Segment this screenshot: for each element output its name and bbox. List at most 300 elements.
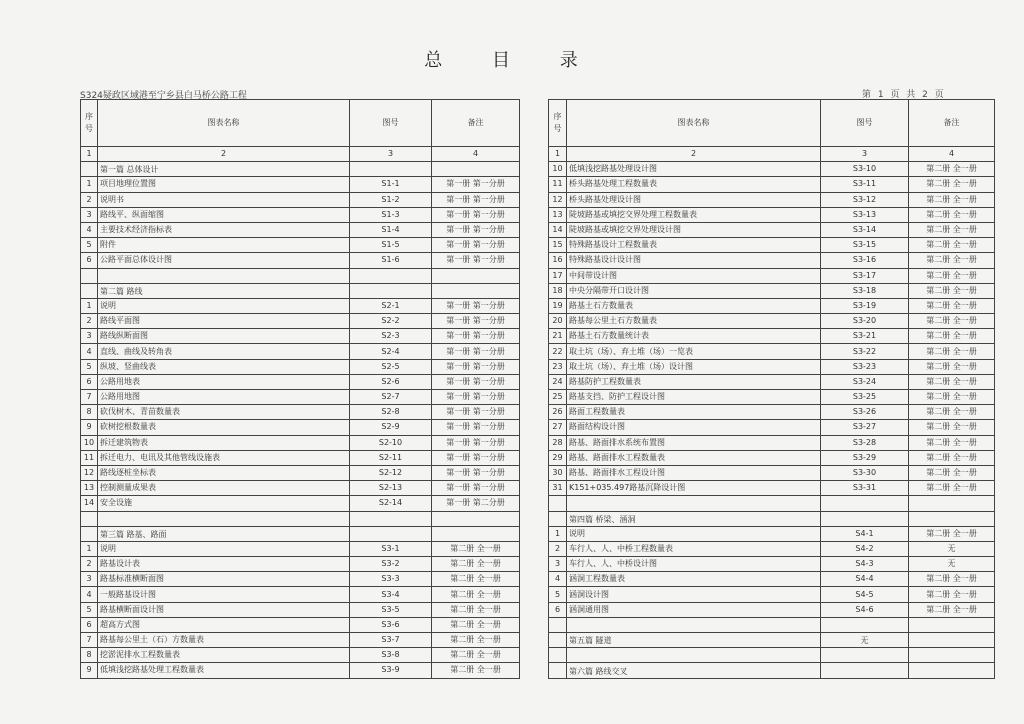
- row-name: 低填浅挖路基处理工程数量表: [98, 663, 350, 678]
- right-index-table: [548, 99, 995, 679]
- row-name: [567, 617, 821, 632]
- row-number: 1: [81, 541, 98, 556]
- row-note: 第二册 全一册: [909, 162, 995, 177]
- row-number: 26: [549, 405, 567, 420]
- row-number: 27: [549, 420, 567, 435]
- row-code: S3-25: [821, 390, 909, 405]
- row-note: 第一册 第一分册: [432, 390, 520, 405]
- row-number: [81, 268, 98, 283]
- row-note: 第二册 全一册: [432, 602, 520, 617]
- row-code: [350, 526, 432, 541]
- row-code: S3-30: [821, 465, 909, 480]
- row-number: 8: [81, 648, 98, 663]
- row-number: [549, 648, 567, 663]
- row-name: 低填浅挖路基处理设计图: [567, 162, 821, 177]
- row-number: 23: [549, 359, 567, 374]
- header-code: 图号: [350, 100, 432, 147]
- row-note: [909, 496, 995, 511]
- table-row: [549, 602, 995, 617]
- row-name: 涵洞工程数量表: [567, 572, 821, 587]
- row-code: S3-11: [821, 177, 909, 192]
- table-row: [81, 541, 520, 556]
- table-row: [81, 465, 520, 480]
- row-name: 附件: [98, 238, 350, 253]
- row-note: 第一册 第一分册: [432, 177, 520, 192]
- row-code: S2-11: [350, 450, 432, 465]
- row-note: 第二册 全一册: [909, 222, 995, 237]
- row-number: 25: [549, 390, 567, 405]
- row-code: S2-6: [350, 374, 432, 389]
- row-code: [821, 617, 909, 632]
- row-code: S2-3: [350, 329, 432, 344]
- row-name: 路线逐桩坐标表: [98, 465, 350, 480]
- row-note: 第二册 全一册: [909, 450, 995, 465]
- table-row: [81, 253, 520, 268]
- blank-row: [81, 268, 520, 283]
- row-code: S1-1: [350, 177, 432, 192]
- row-number: 5: [81, 359, 98, 374]
- row-code: S2-2: [350, 314, 432, 329]
- table-row: [81, 177, 520, 192]
- row-name: 涵洞设计图: [567, 587, 821, 602]
- table-row: [81, 207, 520, 222]
- row-name: 取土坑（场）、弃土堆（场）一览表: [567, 344, 821, 359]
- row-number: 6: [81, 374, 98, 389]
- row-name: 路基设计表: [98, 557, 350, 572]
- row-code: S4-1: [821, 526, 909, 541]
- row-note: 第二册 全一册: [909, 359, 995, 374]
- row-note: 第二册 全一册: [909, 481, 995, 496]
- table-row: [81, 192, 520, 207]
- row-number: 5: [549, 587, 567, 602]
- row-note: 第一册 第一分册: [432, 359, 520, 374]
- index-cell: 3: [821, 147, 909, 162]
- row-code: S1-3: [350, 207, 432, 222]
- row-code: [350, 162, 432, 177]
- row-code: S3-16: [821, 253, 909, 268]
- row-note: 第一册 第一分册: [432, 481, 520, 496]
- row-number: 15: [549, 238, 567, 253]
- row-name: 砍伐树木、青苗数量表: [98, 405, 350, 420]
- index-cell: 1: [81, 147, 98, 162]
- row-name: K151+035.497路基沉降设计图: [567, 481, 821, 496]
- row-code: S3-31: [821, 481, 909, 496]
- row-number: 4: [549, 572, 567, 587]
- row-name: 第六篇 路线交叉: [567, 663, 821, 678]
- row-number: 30: [549, 465, 567, 480]
- table-row: [81, 298, 520, 313]
- row-name: 第五篇 隧道: [567, 633, 821, 648]
- header-note: 备注: [909, 100, 995, 147]
- row-name: 车行人、人、中桥工程数量表: [567, 541, 821, 556]
- table-row: [81, 602, 520, 617]
- table-row: [549, 207, 995, 222]
- row-code: S3-26: [821, 405, 909, 420]
- row-note: 第二册 全一册: [432, 557, 520, 572]
- table-row: [549, 253, 995, 268]
- row-note: 第一册 第一分册: [432, 450, 520, 465]
- row-code: S1-2: [350, 192, 432, 207]
- row-name: 特殊路基设计设计图: [567, 253, 821, 268]
- row-number: 3: [549, 557, 567, 572]
- row-name: 砍树挖根数量表: [98, 420, 350, 435]
- table-row: [81, 405, 520, 420]
- row-code: S2-5: [350, 359, 432, 374]
- row-number: 22: [549, 344, 567, 359]
- header-no: 序号: [549, 100, 567, 147]
- row-number: 14: [549, 222, 567, 237]
- row-code: S3-18: [821, 283, 909, 298]
- row-note: 第一册 第一分册: [432, 222, 520, 237]
- row-code: S2-7: [350, 390, 432, 405]
- row-name: 涵洞通用图: [567, 602, 821, 617]
- row-code: [350, 511, 432, 526]
- row-number: 12: [549, 192, 567, 207]
- row-code: S3-14: [821, 222, 909, 237]
- row-number: 9: [81, 420, 98, 435]
- row-name: 拆迁建筑物表: [98, 435, 350, 450]
- row-note: 第一册 第一分册: [432, 314, 520, 329]
- table-row: [81, 663, 520, 678]
- row-code: S3-28: [821, 435, 909, 450]
- row-note: 第二册 全一册: [432, 663, 520, 678]
- row-number: [549, 663, 567, 678]
- row-note: 第一册 第一分册: [432, 192, 520, 207]
- row-number: 24: [549, 374, 567, 389]
- row-name: 路基横断面设计图: [98, 602, 350, 617]
- row-code: S3-20: [821, 314, 909, 329]
- table-row: [81, 557, 520, 572]
- row-code: S3-23: [821, 359, 909, 374]
- row-number: 3: [81, 329, 98, 344]
- row-code: 无: [821, 633, 909, 648]
- row-name: [567, 496, 821, 511]
- row-number: 3: [81, 207, 98, 222]
- row-name: 公路平面总体设计图: [98, 253, 350, 268]
- table-row: [549, 481, 995, 496]
- row-number: 13: [549, 207, 567, 222]
- row-note: 第二册 全一册: [909, 587, 995, 602]
- row-number: 18: [549, 283, 567, 298]
- section-row: [549, 633, 995, 648]
- row-code: S3-1: [350, 541, 432, 556]
- row-number: [81, 526, 98, 541]
- row-name: 路面工程数量表: [567, 405, 821, 420]
- row-name: 一般路基设计图: [98, 587, 350, 602]
- row-code: S3-29: [821, 450, 909, 465]
- blank-row: [549, 496, 995, 511]
- table-row: [549, 405, 995, 420]
- header-row: [549, 100, 995, 147]
- row-number: 5: [81, 238, 98, 253]
- section-row: [81, 526, 520, 541]
- row-name: 陡坡路基或填挖交界处理设计图: [567, 222, 821, 237]
- row-name: 中央分隔带开口设计图: [567, 283, 821, 298]
- row-code: [821, 663, 909, 678]
- page-title: 总 目 录: [424, 50, 600, 71]
- row-name: 超高方式图: [98, 617, 350, 632]
- blank-row: [549, 617, 995, 632]
- row-note: 第二册 全一册: [909, 390, 995, 405]
- row-note: [432, 283, 520, 298]
- row-name: 取土坑（场）、弃土堆（场）设计图: [567, 359, 821, 374]
- blank-row: [549, 648, 995, 663]
- index-cell: 2: [98, 147, 350, 162]
- row-number: 1: [549, 526, 567, 541]
- row-number: 2: [81, 314, 98, 329]
- row-name: 说明书: [98, 192, 350, 207]
- row-code: [821, 648, 909, 663]
- row-name: 安全设施: [98, 496, 350, 511]
- row-note: [432, 162, 520, 177]
- row-name: 中间带设计图: [567, 268, 821, 283]
- row-code: S3-5: [350, 602, 432, 617]
- row-note: 第一册 第一分册: [432, 253, 520, 268]
- row-number: [81, 511, 98, 526]
- row-note: 第一册 第一分册: [432, 405, 520, 420]
- row-code: S4-4: [821, 572, 909, 587]
- row-name: 路基每公里土石方数量表: [567, 314, 821, 329]
- row-note: 第一册 第一分册: [432, 329, 520, 344]
- row-code: [350, 283, 432, 298]
- row-name: 说明: [567, 526, 821, 541]
- row-note: 第二册 全一册: [432, 541, 520, 556]
- row-number: 19: [549, 298, 567, 313]
- row-code: S3-19: [821, 298, 909, 313]
- row-number: 28: [549, 435, 567, 450]
- table-row: [81, 450, 520, 465]
- row-note: 第二册 全一册: [909, 405, 995, 420]
- row-number: 3: [81, 572, 98, 587]
- row-number: 1: [81, 177, 98, 192]
- row-code: S3-4: [350, 587, 432, 602]
- index-cell: 4: [432, 147, 520, 162]
- row-code: S3-17: [821, 268, 909, 283]
- row-code: S3-6: [350, 617, 432, 632]
- row-code: S3-8: [350, 648, 432, 663]
- table-row: [549, 177, 995, 192]
- table-row: [81, 617, 520, 632]
- row-code: S2-4: [350, 344, 432, 359]
- row-code: S3-2: [350, 557, 432, 572]
- row-code: S4-3: [821, 557, 909, 572]
- table-row: [81, 435, 520, 450]
- table-row: [81, 587, 520, 602]
- row-code: [821, 496, 909, 511]
- row-number: 20: [549, 314, 567, 329]
- row-note: 无: [909, 541, 995, 556]
- header-no: 序号: [81, 100, 98, 147]
- row-note: 第二册 全一册: [909, 329, 995, 344]
- row-code: S3-21: [821, 329, 909, 344]
- row-number: 14: [81, 496, 98, 511]
- row-code: S3-9: [350, 663, 432, 678]
- row-note: 第二册 全一册: [432, 572, 520, 587]
- header-name: 图表名称: [567, 100, 821, 147]
- table-row: [549, 268, 995, 283]
- table-row: [549, 314, 995, 329]
- table-row: [81, 238, 520, 253]
- table-row: [81, 633, 520, 648]
- table-row: [549, 572, 995, 587]
- row-name: 第三篇 路基、路面: [98, 526, 350, 541]
- row-number: [81, 283, 98, 298]
- blank-row: [81, 511, 520, 526]
- table-row: [81, 359, 520, 374]
- table-row: [81, 648, 520, 663]
- table-row: [549, 329, 995, 344]
- row-note: 第二册 全一册: [909, 207, 995, 222]
- table-row: [549, 298, 995, 313]
- row-name: 第二篇 路线: [98, 283, 350, 298]
- page-info: 第 1 页 共 2 页: [862, 90, 946, 100]
- row-name: 路基、路面排水系统布置图: [567, 435, 821, 450]
- row-name: 公路用地表: [98, 374, 350, 389]
- row-name: 主要技术经济指标表: [98, 222, 350, 237]
- row-name: 路线纵断面图: [98, 329, 350, 344]
- row-name: [98, 511, 350, 526]
- row-number: 1: [81, 298, 98, 313]
- row-number: 10: [81, 435, 98, 450]
- row-code: S3-22: [821, 344, 909, 359]
- table-row: [81, 496, 520, 511]
- table-row: [81, 222, 520, 237]
- row-name: 陡坡路基或填挖交界处理工程数量表: [567, 207, 821, 222]
- row-number: [549, 633, 567, 648]
- row-note: [909, 633, 995, 648]
- row-number: 8: [81, 405, 98, 420]
- row-note: 第一册 第一分册: [432, 374, 520, 389]
- row-note: 第二册 全一册: [909, 572, 995, 587]
- table-row: [81, 572, 520, 587]
- row-code: S1-5: [350, 238, 432, 253]
- row-name: 路线平面图: [98, 314, 350, 329]
- row-number: 13: [81, 481, 98, 496]
- row-note: 第二册 全一册: [432, 587, 520, 602]
- row-note: [909, 617, 995, 632]
- row-name: 路基、路面排水工程数量表: [567, 450, 821, 465]
- row-note: [432, 526, 520, 541]
- row-number: 6: [549, 602, 567, 617]
- table-row: [549, 390, 995, 405]
- row-number: 2: [81, 192, 98, 207]
- row-code: S3-15: [821, 238, 909, 253]
- index-cell: 2: [567, 147, 821, 162]
- row-note: 第二册 全一册: [909, 435, 995, 450]
- row-name: 路线平、纵面缩图: [98, 207, 350, 222]
- header-note: 备注: [432, 100, 520, 147]
- table-row: [549, 557, 995, 572]
- row-code: S2-13: [350, 481, 432, 496]
- section-row: [81, 283, 520, 298]
- index-row: [549, 147, 995, 162]
- table-row: [81, 344, 520, 359]
- row-number: 16: [549, 253, 567, 268]
- row-note: [909, 663, 995, 678]
- row-name: 说明: [98, 541, 350, 556]
- row-code: S2-1: [350, 298, 432, 313]
- row-name: 路基每公里土（石）方数量表: [98, 633, 350, 648]
- row-number: 29: [549, 450, 567, 465]
- header-code: 图号: [821, 100, 909, 147]
- row-code: S3-24: [821, 374, 909, 389]
- row-number: 9: [81, 663, 98, 678]
- table-row: [549, 283, 995, 298]
- row-number: 21: [549, 329, 567, 344]
- row-code: S3-7: [350, 633, 432, 648]
- table-row: [81, 481, 520, 496]
- row-name: 车行人、人、中桥设计图: [567, 557, 821, 572]
- row-number: [549, 496, 567, 511]
- row-note: 第二册 全一册: [909, 314, 995, 329]
- row-note: 第二册 全一册: [909, 238, 995, 253]
- index-cell: 1: [549, 147, 567, 162]
- table-row: [549, 465, 995, 480]
- row-code: S3-27: [821, 420, 909, 435]
- row-number: 11: [81, 450, 98, 465]
- row-name: 第四篇 桥梁、涵洞: [567, 511, 821, 526]
- row-number: 12: [81, 465, 98, 480]
- row-note: 第二册 全一册: [909, 192, 995, 207]
- row-number: 7: [81, 390, 98, 405]
- row-note: 第二册 全一册: [909, 465, 995, 480]
- table-row: [549, 344, 995, 359]
- row-note: [432, 511, 520, 526]
- table-row: [549, 541, 995, 556]
- index-cell: 4: [909, 147, 995, 162]
- row-note: 第二册 全一册: [432, 617, 520, 632]
- row-code: S4-2: [821, 541, 909, 556]
- row-name: 直线、曲线及转角表: [98, 344, 350, 359]
- row-note: 第二册 全一册: [432, 633, 520, 648]
- table-row: [549, 435, 995, 450]
- row-code: S2-12: [350, 465, 432, 480]
- left-index-table: [80, 99, 520, 679]
- row-name: 路基土石方数量表: [567, 298, 821, 313]
- row-number: 4: [81, 222, 98, 237]
- row-number: [549, 511, 567, 526]
- row-name: 拆迁电力、电讯及其他管线设施表: [98, 450, 350, 465]
- table-row: [81, 329, 520, 344]
- row-name: [567, 648, 821, 663]
- row-number: [549, 617, 567, 632]
- table-row: [549, 374, 995, 389]
- table-row: [549, 222, 995, 237]
- row-name: 纵坡、竖曲线表: [98, 359, 350, 374]
- row-note: 第一册 第一分册: [432, 344, 520, 359]
- row-name: 路基土石方数量统计表: [567, 329, 821, 344]
- row-note: 第二册 全一册: [909, 344, 995, 359]
- section-row: [549, 511, 995, 526]
- row-number: 11: [549, 177, 567, 192]
- table-row: [81, 420, 520, 435]
- row-note: [909, 511, 995, 526]
- row-name: 第一篇 总体设计: [98, 162, 350, 177]
- row-note: 第二册 全一册: [909, 298, 995, 313]
- row-number: 4: [81, 344, 98, 359]
- row-number: 17: [549, 268, 567, 283]
- row-name: 路基标准横断面图: [98, 572, 350, 587]
- table-row: [81, 314, 520, 329]
- row-note: 第二册 全一册: [909, 602, 995, 617]
- row-note: 第二册 全一册: [909, 268, 995, 283]
- row-note: 第一册 第一分册: [432, 207, 520, 222]
- index-row: [81, 147, 520, 162]
- row-note: 第一册 第一分册: [432, 238, 520, 253]
- row-note: 第一册 第一分册: [432, 420, 520, 435]
- row-name: 路基、路面排水工程设计图: [567, 465, 821, 480]
- row-code: S2-14: [350, 496, 432, 511]
